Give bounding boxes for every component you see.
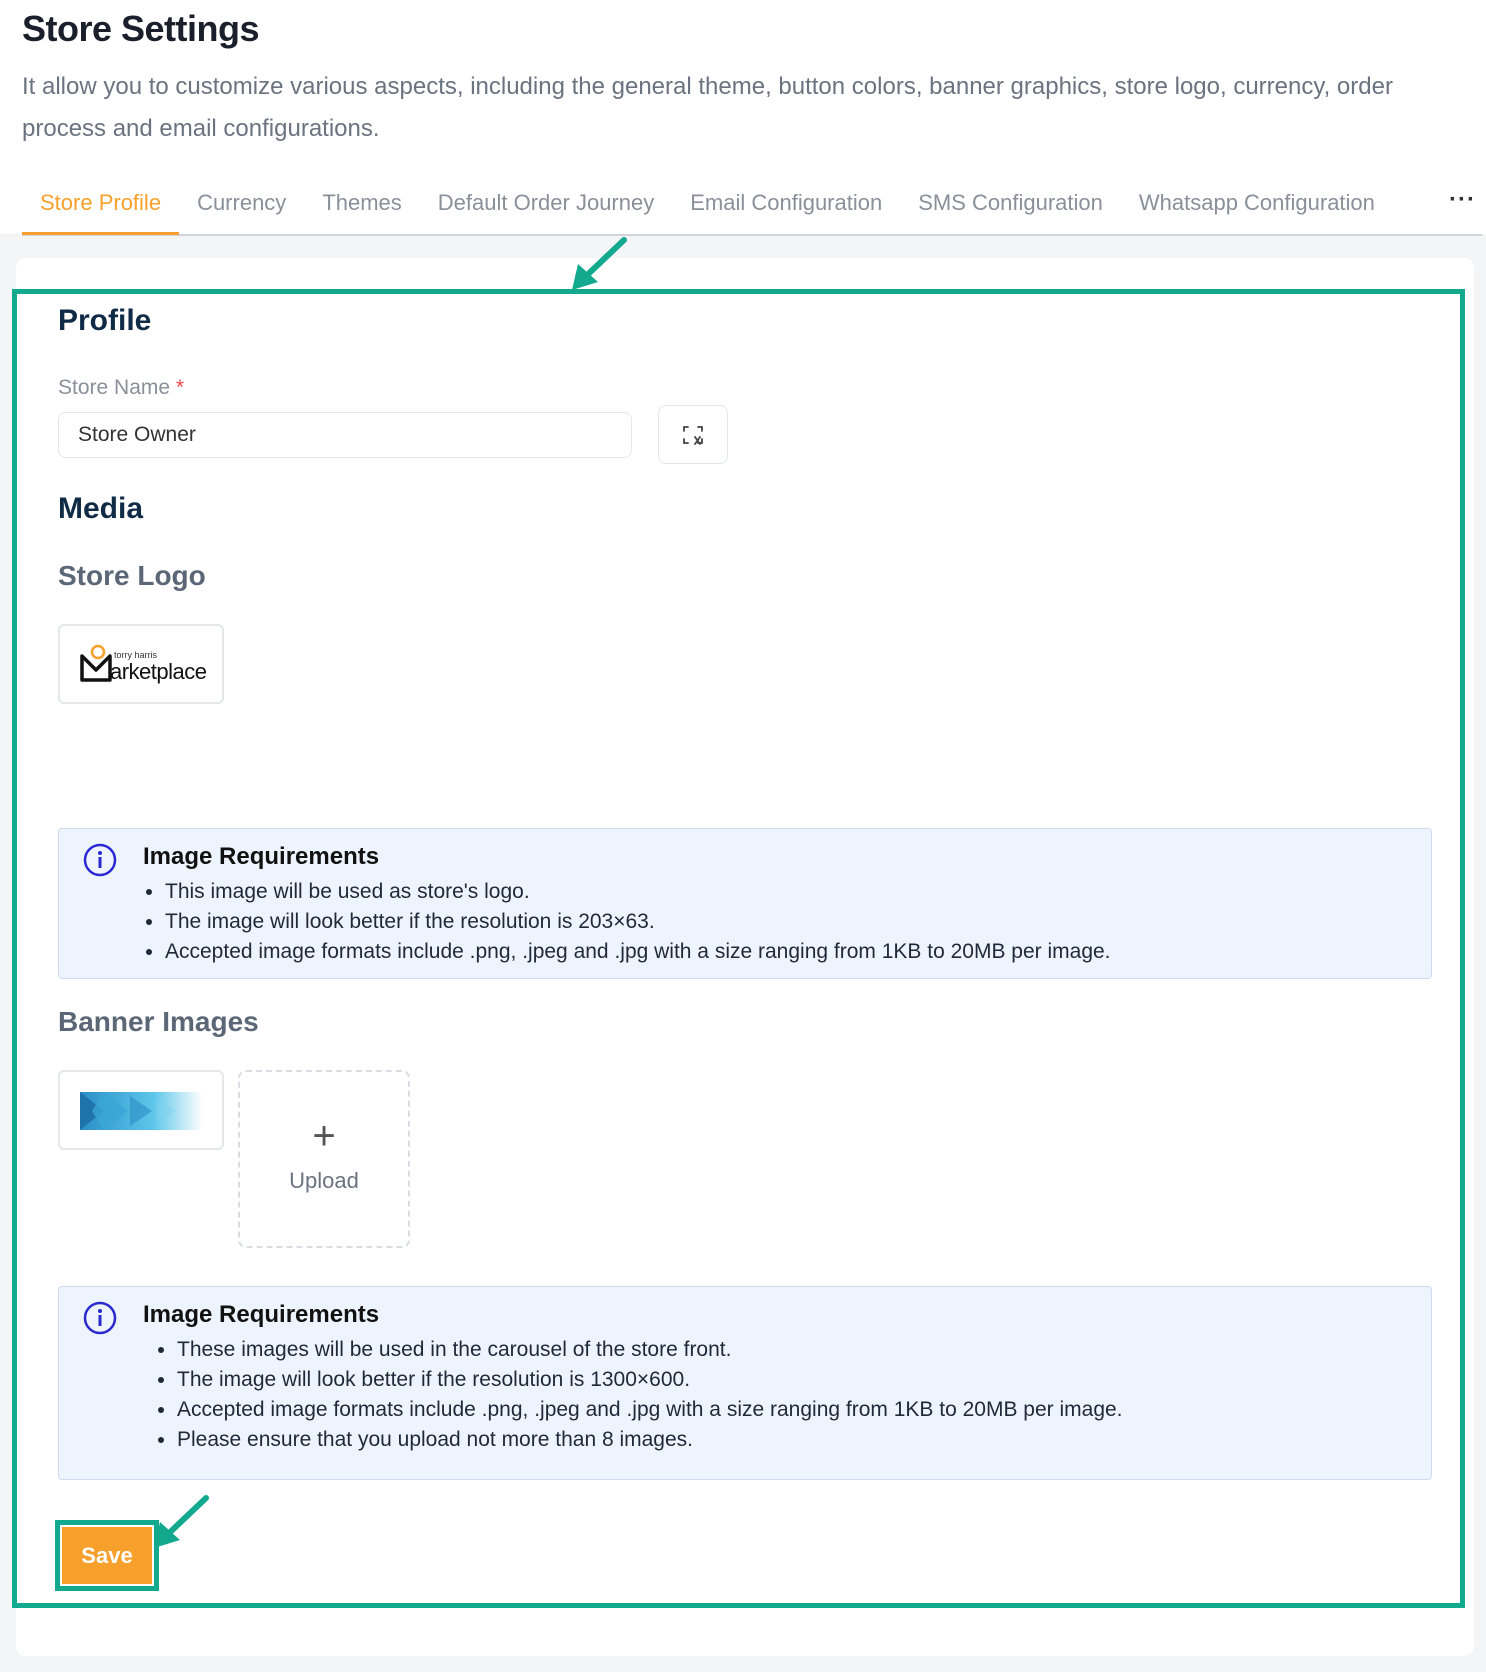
list-item: • These images will be used in the carousel of the store front. xyxy=(177,1335,1123,1365)
logo-requirements-box xyxy=(58,828,1432,979)
settings-tabs xyxy=(22,180,1482,236)
list-item: • Accepted image formats include .png, .jpeg and .jpg with a size ranging from 1KB to 20MB per image. xyxy=(165,937,1111,967)
logo-requirements-title: Image Requirements xyxy=(143,843,380,870)
translate-icon xyxy=(681,423,705,447)
banner-image-thumbnail[interactable] xyxy=(58,1070,224,1150)
info-icon xyxy=(83,1301,117,1335)
banner-preview-image xyxy=(60,1072,224,1150)
logo-brand-text: arketplace xyxy=(110,659,207,684)
tab-whatsapp-configuration[interactable]: Whatsapp Configuration xyxy=(1138,190,1375,215)
translate-button[interactable] xyxy=(658,405,728,464)
more-tabs-icon[interactable]: ··· xyxy=(1449,186,1476,213)
page-header xyxy=(0,0,1486,234)
store-name-label-text: Store Name xyxy=(58,376,171,399)
logo-small-text: torry harris xyxy=(114,650,158,660)
list-item: • Accepted image formats include .png, .jpeg and .jpg with a size ranging from 1KB to 20MB per image. xyxy=(177,1395,1123,1425)
annotation-arrow-icon xyxy=(152,1494,212,1550)
page-title: Store Settings xyxy=(22,8,260,49)
logo-requirements-list xyxy=(143,877,1111,967)
profile-heading: Profile xyxy=(58,304,152,337)
upload-label: Upload xyxy=(289,1168,359,1193)
store-name-label xyxy=(58,376,184,400)
page-description: It allow you to customize various aspects, including the general theme, button colors, banner graphics, store logo, currency, order process and email configurations. xyxy=(22,73,1393,142)
tab-email-configuration[interactable]: Email Configuration xyxy=(690,190,883,215)
list-item: • The image will look better if the resolution is 203×63. xyxy=(165,907,1111,937)
store-name-input[interactable]: Store Owner xyxy=(58,412,632,458)
store-logo-heading: Store Logo xyxy=(58,560,206,591)
plus-icon: + xyxy=(312,1114,336,1158)
tab-default-order-journey[interactable]: Default Order Journey xyxy=(437,190,655,215)
store-logo-thumbnail[interactable] xyxy=(58,624,224,704)
banner-requirements-title: Image Requirements xyxy=(143,1301,380,1328)
banner-images-heading: Banner Images xyxy=(58,1006,259,1037)
upload-banner-button[interactable] xyxy=(238,1070,410,1248)
tab-sms-configuration[interactable]: SMS Configuration xyxy=(918,190,1103,215)
tab-store-profile[interactable]: Store Profile xyxy=(22,180,179,235)
list-item: • This image will be used as store's logo. xyxy=(165,877,1111,907)
required-mark: * xyxy=(175,376,185,399)
media-heading: Media xyxy=(58,492,144,525)
list-item: • The image will look better if the resolution is 1300×600. xyxy=(177,1365,1123,1395)
tab-themes[interactable]: Themes xyxy=(322,190,402,215)
tab-currency[interactable]: Currency xyxy=(197,190,287,215)
annotation-arrow-icon xyxy=(570,236,630,292)
list-item: • Please ensure that you upload not more than 8 images. xyxy=(177,1425,1123,1455)
save-button[interactable]: Save xyxy=(62,1527,152,1584)
info-icon xyxy=(83,843,117,877)
banner-requirements-box xyxy=(58,1286,1432,1480)
banner-requirements-list xyxy=(155,1335,1123,1455)
